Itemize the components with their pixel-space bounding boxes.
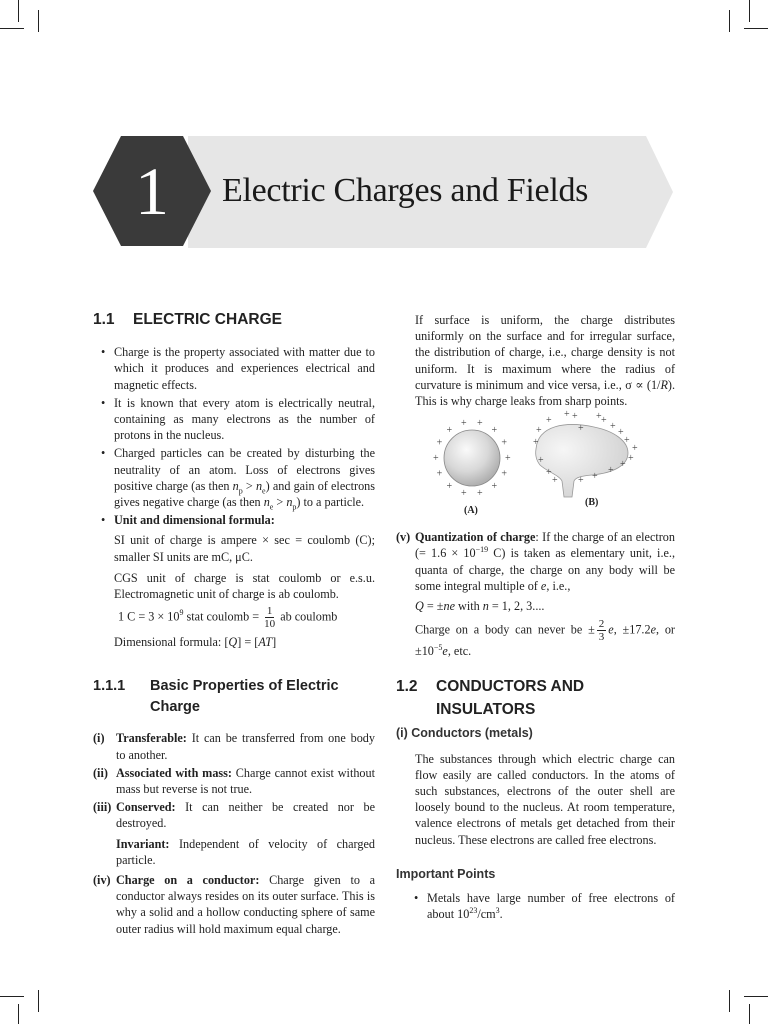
plus-charge-mark: + — [477, 418, 483, 430]
plus-charge-mark: + — [628, 453, 634, 465]
plus-charge-mark: + — [618, 427, 624, 439]
right-column — [396, 312, 675, 922]
plus-charge-mark: + — [477, 488, 483, 500]
list-item: • Unit and dimensional formula: — [93, 512, 375, 528]
conductors-paragraph: The substances through which electric charge can flow easily are called conductors. In the atoms of such substances, electrons of the outer shell are loosely bound to the nucleus. At room temperature, valence electrons of metals get detached from their nucleus. These electrons are called free electrons. — [415, 751, 675, 847]
quantization-paragraph: (v) Quantization of charge: If the charge of an electron (= $1.6 \times 10^{-19}$ C) is taken as elementary unit, i.e., quanta of charge, the charge on any body will be some integral multiple of e, i.e., — [396, 530, 675, 593]
plus-charge-mark: + — [460, 488, 467, 500]
plus-charge-mark: + — [491, 425, 498, 437]
plus-charge-mark: + — [578, 423, 584, 435]
plus-charge-mark: + — [501, 468, 508, 480]
section-heading-1-1-1: 1.1.1 Basic Properties of Electric Charge — [93, 678, 339, 716]
important-points-list — [396, 890, 675, 922]
figure-label-a: (A) — [464, 505, 478, 517]
list-item: (iii) Conserved: It can neither be created nor be destroyed. — [93, 800, 375, 831]
plus-charge-mark: + — [436, 468, 443, 480]
plus-charge-mark: + — [601, 415, 607, 427]
properties-list — [93, 730, 375, 936]
plus-charge-mark: + — [572, 411, 578, 423]
list-item: (iv) Charge on a conductor: Charge given to a conductor always resides on its outer surface. This is why a solid and a hollow conducting sphere of same outer radius will hold maximum equal charge. — [93, 873, 375, 936]
plus-charge-mark: + — [632, 443, 638, 455]
charge-never-text: Charge on a body can never be ± $\frac{2}{3}$ e, ±17.2e, or $\pm 10^{-5}e$, etc. — [415, 618, 675, 659]
plus-charge-mark: + — [608, 465, 614, 477]
important-points-heading: Important Points — [396, 866, 496, 881]
list-item: • Metals have large number of free electrons of about $10^{23}/cm^3$. — [406, 890, 675, 922]
plus-charge-mark: + — [546, 415, 552, 427]
plus-charge-mark: + — [433, 453, 439, 465]
plus-charge-mark: + — [446, 481, 453, 493]
plus-charge-mark: + — [564, 409, 570, 421]
plus-charge-mark: + — [536, 425, 542, 437]
figure-label-b: (B) — [585, 497, 599, 509]
irregular-conductor-shape — [536, 425, 628, 497]
plus-charge-mark: + — [538, 455, 544, 467]
conductors-heading: (i) Conductors (metals) — [396, 726, 533, 741]
plus-charge-mark: + — [501, 437, 508, 449]
list-item: (ii) Associated with mass: Charge cannot exist without mass but reverse is not true. — [93, 765, 375, 797]
plus-charge-mark: + — [596, 411, 602, 423]
quantization-formula: Q = ±ne with n = 1, 2, 3.... — [415, 599, 545, 614]
chapter-number: 1 — [135, 152, 169, 229]
plus-charge-mark: + — [620, 459, 626, 471]
plus-charge-mark: + — [552, 475, 558, 487]
plus-charge-mark: + — [491, 481, 498, 493]
plus-charge-mark: + — [578, 475, 584, 487]
list-item: (i) Transferable: It can be transferred from one body to another. — [93, 731, 375, 762]
surface-charge-paragraph: If surface is uniform, the charge distributes uniformly on the surface and for irregular surface, the distribution of charge, i.e., charge density is not uniform. It is maximum where the radius of curvature is minimum and vice versa, i.e., σ ∝ (1/R). This is why charge leaks from sharp points. — [415, 313, 675, 409]
conductor-shapes-diagram — [396, 409, 675, 521]
dimensional-formula: Dimensional formula: [Q] = [AT] — [114, 635, 277, 650]
cgs-unit-text: CGS unit of charge is stat coulomb or e.s.u. Electromagnetic unit of charge is ab coulomb. — [114, 570, 375, 602]
plus-charge-mark: + — [533, 437, 539, 449]
list-item: Invariant: Independent of velocity of charged particle. — [116, 836, 375, 867]
charge-distribution-figure — [396, 409, 675, 521]
left-column — [93, 312, 375, 937]
plus-charge-mark: + — [436, 437, 443, 449]
section-heading-1-1: 1.1 ELECTRIC CHARGE — [93, 311, 282, 328]
charge-bullet-list — [93, 344, 375, 528]
chapter-title: Electric Charges and Fields — [222, 172, 589, 209]
sphere-shape — [444, 430, 500, 486]
list-item: • Charged particles can be created by disturbing the neutrality of an atom. Loss of electrons gives positive charge (as then $n_p > n_e$) and gain of electrons gives negative charge (as then $n_e > n_p$) to a particle. — [93, 445, 375, 510]
plus-charge-mark: + — [446, 425, 453, 437]
plus-charge-mark: + — [592, 471, 598, 483]
list-item: • It is known that every atom is electrically neutral, containing as many electrons as the number of protons in the nucleus. — [93, 395, 375, 444]
plus-charge-mark: + — [546, 467, 552, 479]
plus-charge-mark: + — [460, 418, 467, 430]
si-unit-text: SI unit of charge is ampere × sec = coulomb (C); smaller SI units are mC, μC. — [114, 533, 375, 564]
plus-charge-mark: + — [505, 453, 511, 465]
conversion-formula: 1 $C = 3 \times 10^9$ stat coulomb = $\frac{1}{10}$ ab coulomb — [118, 605, 338, 631]
list-item: • Charge is the property associated with matter due to which it produces and experiences electrical and magnetic effects. — [93, 344, 375, 393]
plus-charge-mark: + — [610, 421, 616, 433]
section-heading-1-2: 1.2 CONDUCTORS AND INSULATORS — [396, 678, 585, 719]
plus-charge-mark: + — [624, 435, 630, 447]
